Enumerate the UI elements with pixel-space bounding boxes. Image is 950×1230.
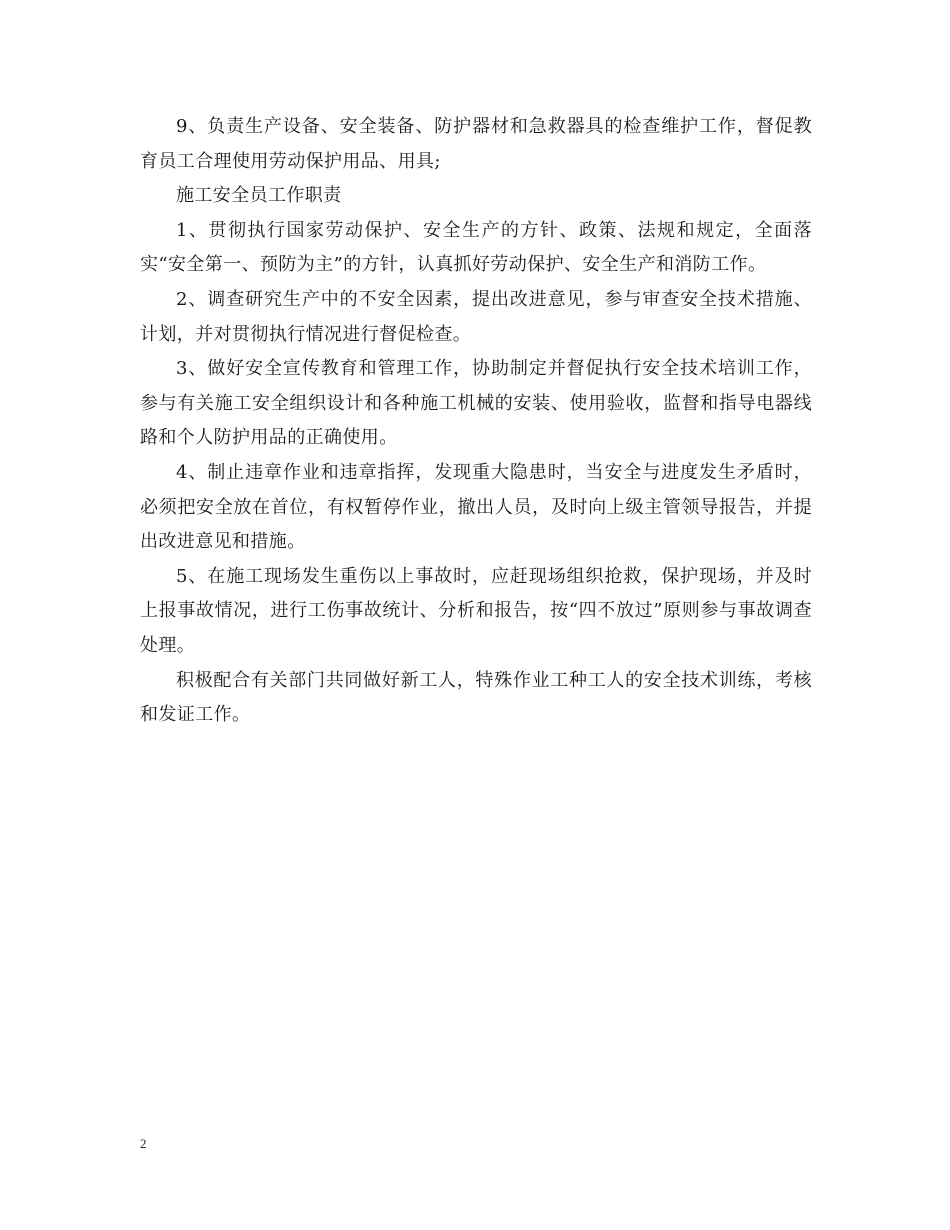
paragraph-item-9: 9、负责生产设备、安全装备、防护器材和急救器具的检查维护工作，督促教育员工合理使用劳动保护用品、用具; [140,116,812,172]
paragraph-closing: 积极配合有关部门共同做好新工人，特殊作业工种工人的安全技术训练，考核和发证工作。 [140,669,812,726]
document-body [140,110,812,733]
paragraph-duty-2: 2、调查研究生产中的不安全因素，提出改进意见，参与审查安全技术措施、计划，并对贯彻执行情况进行督促检查。 [140,288,812,345]
paragraph-duty-4: 4、制止违章作业和违章指挥，发现重大隐患时，当安全与进度发生矛盾时，必须把安全放在首位，有权暂停作业，撤出人员，及时向上级主管领导报告，并提出改进意见和措施。 [140,461,812,553]
paragraph-duty-1: 1、贯彻执行国家劳动保护、安全生产的方针、政策、法规和规定，全面落实“安全第一、预防为主”的方针，认真抓好劳动保护、安全生产和消防工作。 [140,219,812,276]
paragraph-duty-5: 5、在施工现场发生重伤以上事故时，应赶现场组织抢救，保护现场，并及时上报事故情况，进行工伤事故统计、分析和报告，按“四不放过”原则参与事故调查处理。 [140,565,812,656]
section-heading: 施工安全员工作职责 [176,185,342,207]
page-number: 2 [140,1136,147,1151]
paragraph-duty-3: 3、做好安全宣传教育和管理工作，协助制定并督促执行安全技术培训工作，参与有关施工安全组织设计和各种施工机械的安装、使用验收，监督和指导电器线路和个人防护用品的正确使用。 [140,358,812,449]
